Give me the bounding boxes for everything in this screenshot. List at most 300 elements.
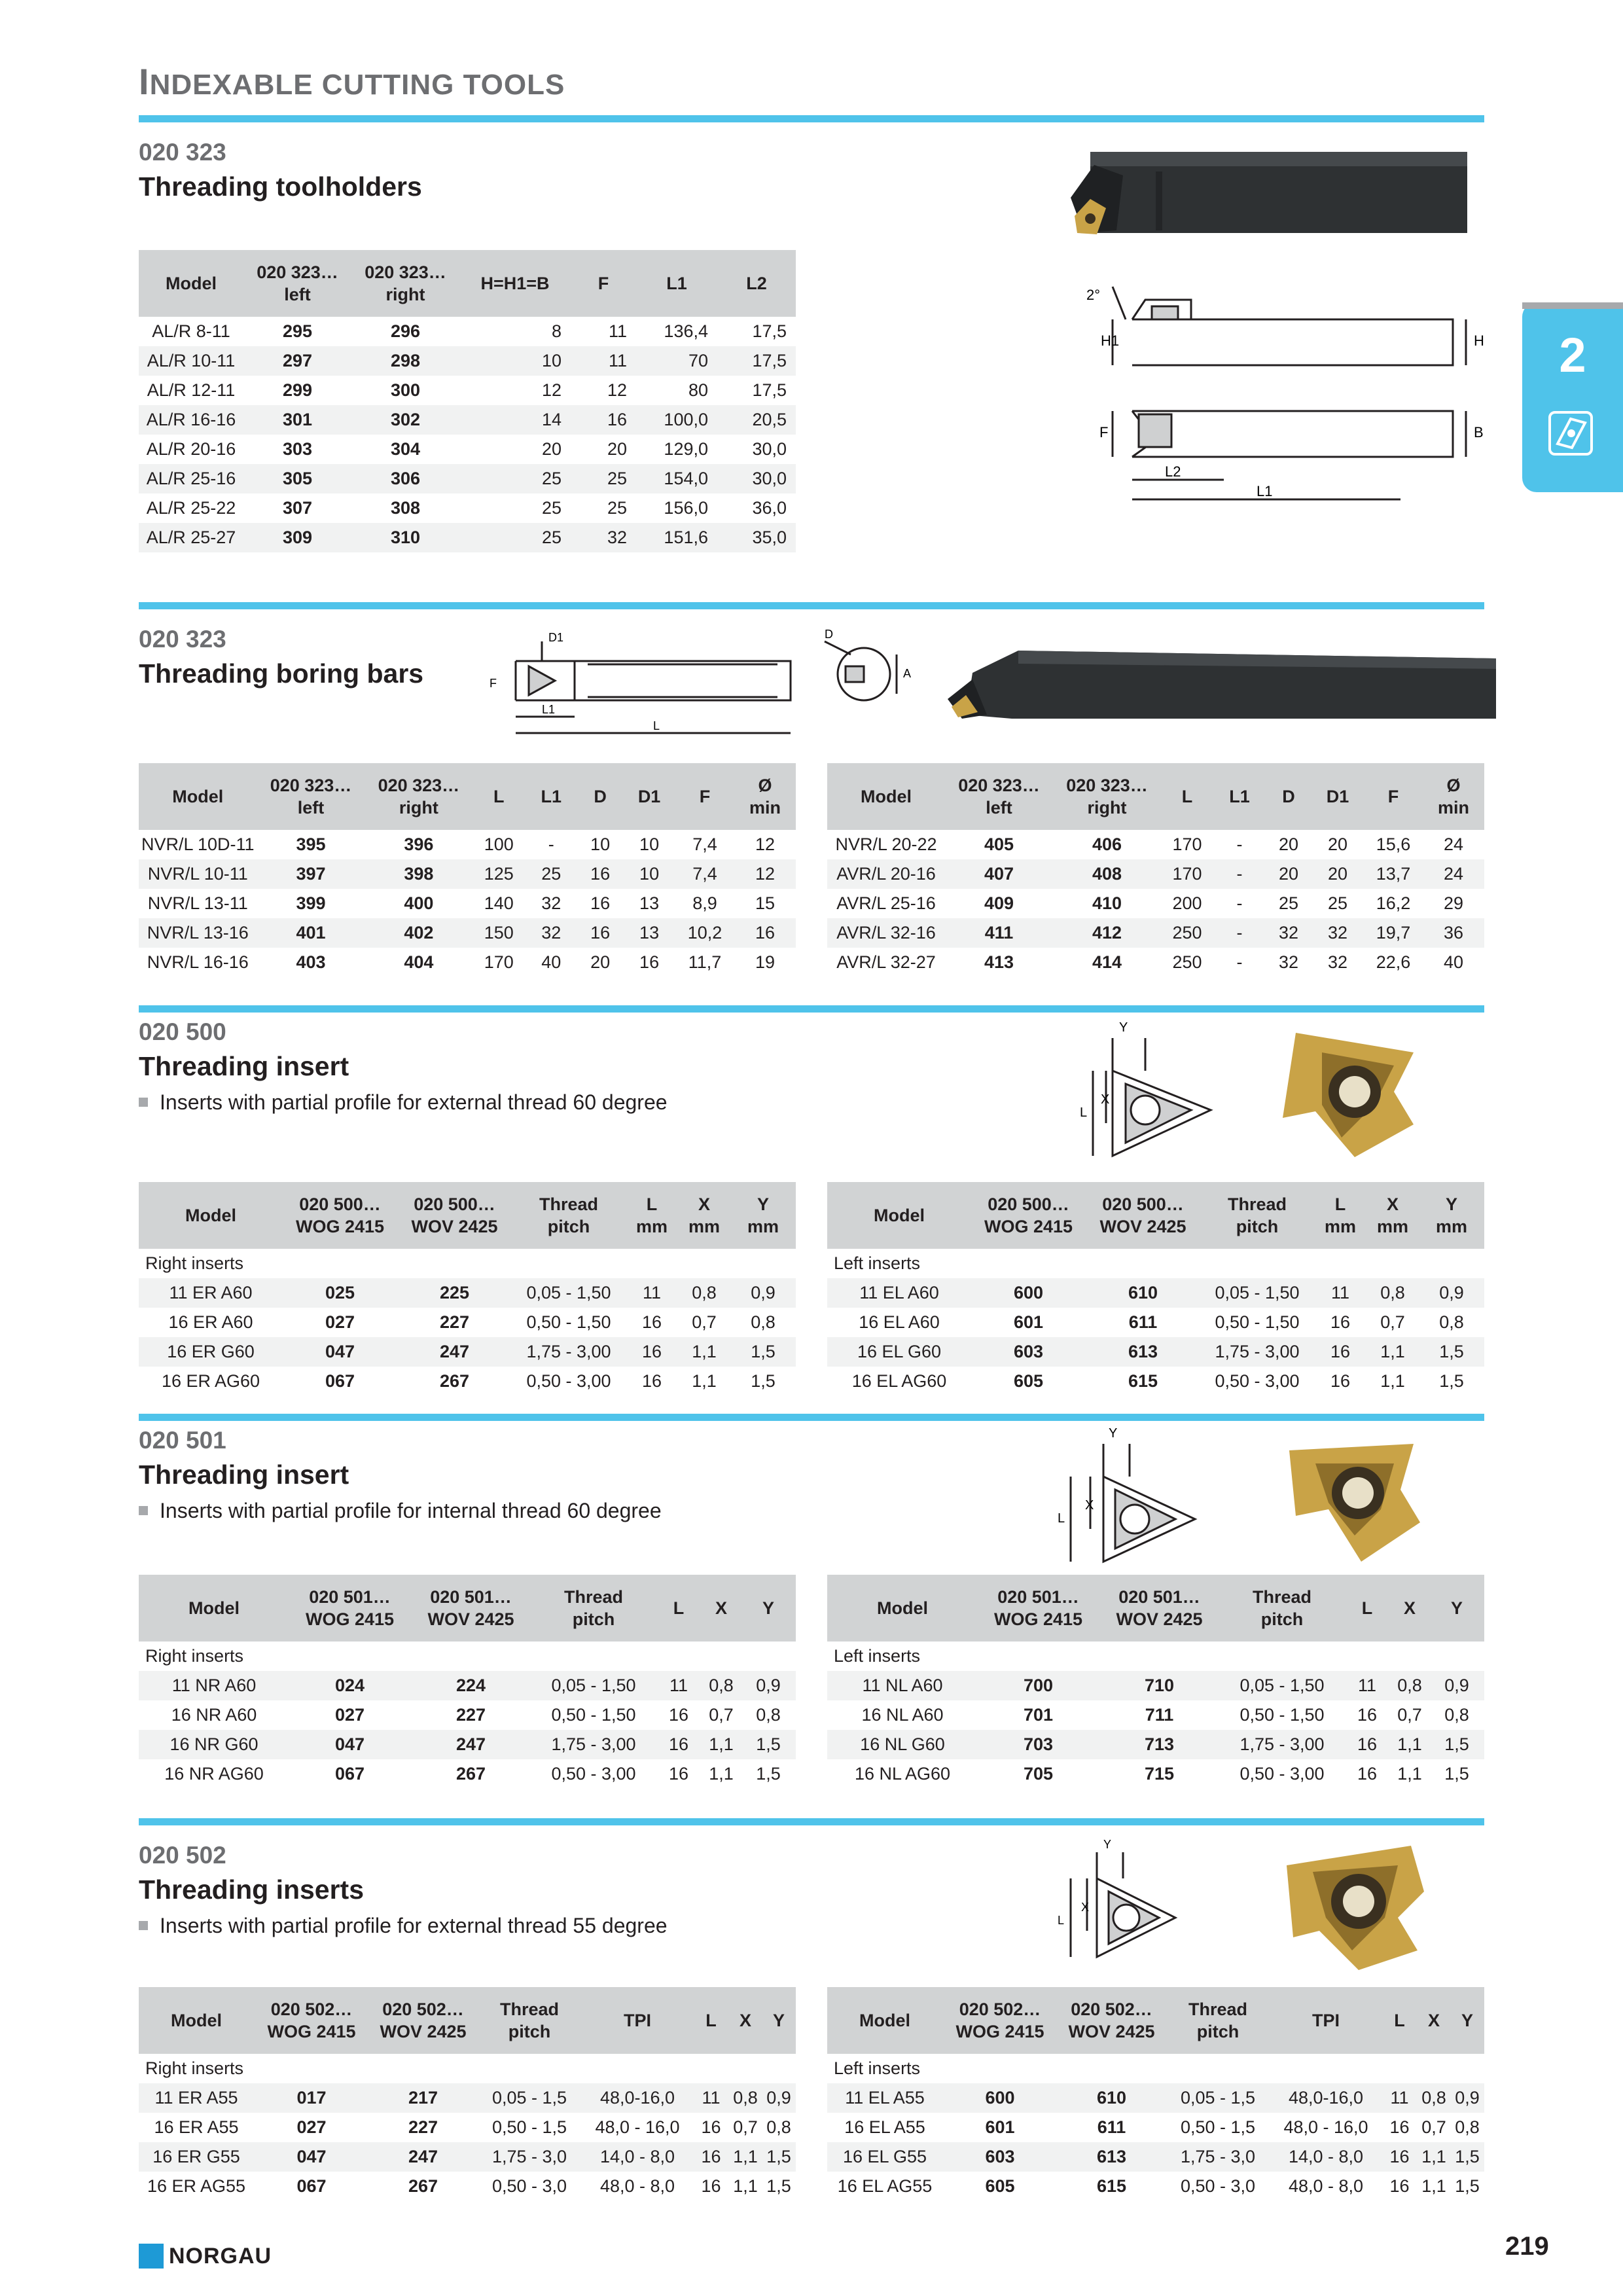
table-cell: 1,5 xyxy=(1450,2142,1484,2172)
table-cell: 1,75 - 3,00 xyxy=(1200,1337,1314,1367)
table-cell: 16 xyxy=(668,1764,689,1784)
table-cell: 227 xyxy=(408,2117,438,2137)
toolholder-drawing xyxy=(1060,280,1484,522)
table-cell: 0,50 - 1,5 xyxy=(491,2117,567,2137)
table-cell: 11 xyxy=(693,2083,729,2113)
table-row xyxy=(827,918,1484,948)
table-cell: 600 xyxy=(971,1278,1086,1308)
table-cell: 13 xyxy=(639,893,660,913)
col-wog: 020 502… WOG 2415 xyxy=(942,1987,1058,2054)
table-cell: 16 ER A55 xyxy=(154,2117,239,2137)
table-cell: 403 xyxy=(296,952,326,972)
table-cell: 067 xyxy=(325,1371,355,1391)
s1-table xyxy=(139,250,796,552)
table-row xyxy=(139,523,796,552)
page-title: INDEXABLE CUTTING TOOLS xyxy=(139,61,565,102)
table-cell: 0,8 xyxy=(766,2117,791,2137)
table-cell: 1,1 xyxy=(729,2142,762,2172)
table-cell: 0,05 - 1,50 xyxy=(531,1671,656,1700)
col-d1: D1 xyxy=(623,763,675,830)
table-cell: 0,9 xyxy=(1419,1278,1484,1308)
table-cell: 414 xyxy=(1092,952,1122,972)
dim-l: L xyxy=(1080,1105,1088,1120)
section-rule xyxy=(139,1818,1484,1825)
table-cell: 35,0 xyxy=(717,523,796,552)
table-cell: 10 xyxy=(639,834,660,854)
dim-h: H xyxy=(1474,332,1484,349)
col-model: Model xyxy=(139,763,257,830)
table-row xyxy=(139,1759,796,1789)
table-cell: 16 xyxy=(641,1312,662,1332)
table-cell: NVR/L 16-16 xyxy=(147,952,249,972)
table-cell: 32 xyxy=(525,918,577,948)
col-pitch: Thread pitch xyxy=(1200,1182,1314,1249)
table-cell: 250 xyxy=(1172,952,1202,972)
col-pitch: Thread pitch xyxy=(531,1575,656,1641)
table-cell: 11 EL A60 xyxy=(827,1278,971,1308)
table-cell: 11 ER A55 xyxy=(139,2083,254,2113)
table-cell: 11 xyxy=(571,346,636,376)
table-cell: 11 NR A60 xyxy=(139,1671,289,1700)
table-cell: 299 xyxy=(282,380,313,400)
table-row xyxy=(139,1700,796,1730)
table-cell: 25 xyxy=(459,464,571,493)
table-cell: 613 xyxy=(1058,2142,1166,2172)
chapter-number: 2 xyxy=(1559,328,1586,382)
table-cell: 025 xyxy=(283,1278,397,1308)
table-cell: 0,7 xyxy=(733,2117,758,2137)
table-cell: 410 xyxy=(1092,893,1122,913)
col-x: X xyxy=(729,1987,762,2054)
insert-drawing-int60 xyxy=(1031,1424,1208,1575)
table-cell: 16 xyxy=(1389,2117,1410,2137)
col-left: 020 323… left xyxy=(257,763,365,830)
table-cell: 156,0 xyxy=(664,498,708,518)
col-wog: 020 500… WOG 2415 xyxy=(971,1182,1086,1249)
table-cell: 1,1 xyxy=(733,2176,758,2196)
col-tpi: TPI xyxy=(582,1987,693,2054)
table-cell: 11 xyxy=(626,1278,678,1308)
col-wov: 020 501… WOV 2425 xyxy=(1099,1575,1220,1641)
table-cell: 0,50 - 1,50 xyxy=(526,1312,611,1332)
table-cell: 48,0 - 16,0 xyxy=(595,2117,680,2137)
table-cell: 0,8 xyxy=(1418,2083,1450,2113)
table-row xyxy=(139,2142,796,2172)
table-cell: 16 NR A60 xyxy=(171,1705,257,1725)
table-cell: 715 xyxy=(1144,1764,1175,1784)
section-rule xyxy=(139,602,1484,609)
table-cell: 297 xyxy=(243,346,351,376)
s2-table-b xyxy=(827,763,1484,977)
brand-name: NORGAU xyxy=(169,2244,272,2269)
table-cell: 401 xyxy=(257,918,365,948)
table-cell: 227 xyxy=(455,1705,486,1725)
s4-title: Threading insert xyxy=(139,1460,349,1490)
table-subheader xyxy=(139,2054,796,2083)
table-row xyxy=(139,1730,796,1759)
table-cell: 0,9 xyxy=(741,1671,796,1700)
col-model: Model xyxy=(827,1182,971,1249)
table-cell: AL/R 8-11 xyxy=(152,321,230,341)
table-cell: 16 xyxy=(668,1705,689,1725)
table-cell: 15,6 xyxy=(1376,834,1411,854)
table-cell: 15 xyxy=(755,893,776,913)
table-cell: 1,75 - 3,00 xyxy=(1220,1730,1344,1759)
subheader-label: Right inserts xyxy=(145,2058,244,2078)
table-cell: 610 xyxy=(1086,1278,1200,1308)
table-cell: AL/R 25-22 xyxy=(146,498,236,518)
col-model: Model xyxy=(139,1987,254,2054)
table-cell: 613 xyxy=(1086,1337,1200,1367)
table-row xyxy=(139,889,796,918)
table-cell: 711 xyxy=(1145,1705,1174,1725)
table-cell: AVR/L 20-16 xyxy=(827,859,945,889)
col-y: Y xyxy=(741,1575,796,1641)
table-cell: 611 xyxy=(1128,1312,1158,1332)
table-cell: 0,50 - 1,50 xyxy=(1240,1705,1325,1725)
table-cell: - xyxy=(1236,893,1243,913)
table-cell: 1,1 xyxy=(1366,1337,1419,1367)
col-l: L xyxy=(656,1575,702,1641)
table-cell: 703 xyxy=(978,1730,1099,1759)
table-cell: NVR/L 10D-11 xyxy=(141,834,255,854)
table-cell: 170 xyxy=(1172,834,1202,854)
table-cell: 12 xyxy=(607,380,627,400)
table-cell: AL/R 25-27 xyxy=(139,523,243,552)
insert-drawing-ext55 xyxy=(1031,1839,1208,1970)
table-cell: 0,7 xyxy=(709,1705,734,1725)
table-cell: NVR/L 13-11 xyxy=(147,893,248,913)
table-cell: 151,6 xyxy=(636,523,717,552)
table-cell: 11 xyxy=(656,1671,702,1700)
table-row xyxy=(827,2113,1484,2142)
s4-table-a xyxy=(139,1575,796,1789)
table-cell: 16 xyxy=(577,859,623,889)
table-row xyxy=(139,948,796,977)
s2-title: Threading boring bars xyxy=(139,658,424,689)
table-cell: 12 xyxy=(734,859,796,889)
table-cell: 11 xyxy=(1382,2083,1418,2113)
col-y: Y mm xyxy=(730,1182,796,1249)
table-row xyxy=(827,2083,1484,2113)
table-cell: 16 xyxy=(641,1371,662,1391)
table-cell: 70 xyxy=(636,346,717,376)
dim-y: Y xyxy=(1103,1838,1112,1851)
table-row xyxy=(139,493,796,523)
table-cell: 310 xyxy=(351,523,459,552)
dim-l1: L1 xyxy=(1257,483,1273,499)
table-cell: 16 xyxy=(701,2176,721,2196)
table-cell: 16 xyxy=(1382,2142,1418,2172)
table-cell: NVR/L 10-11 xyxy=(139,859,257,889)
table-cell: 396 xyxy=(404,834,434,854)
col-left: 020 323… left xyxy=(945,763,1053,830)
table-cell: 16 NL G60 xyxy=(827,1730,978,1759)
table-cell: 1,1 xyxy=(709,1764,734,1784)
table-cell: 0,05 - 1,5 xyxy=(1166,2083,1270,2113)
table-cell: 25 xyxy=(459,523,571,552)
table-cell: 1,1 xyxy=(702,1730,741,1759)
table-cell: 16 NL A60 xyxy=(861,1705,944,1725)
table-cell: 80 xyxy=(688,380,708,400)
table-cell: 16 NR AG60 xyxy=(164,1764,264,1784)
table-cell: 1,5 xyxy=(1455,2176,1480,2196)
table-cell: 100 xyxy=(484,834,514,854)
table-cell: 308 xyxy=(390,498,421,518)
table-cell: 16 xyxy=(1344,1730,1390,1759)
table-cell: 295 xyxy=(282,321,313,341)
table-cell: 20 xyxy=(1311,859,1364,889)
dim-d1: D1 xyxy=(548,631,564,644)
table-cell: 0,8 xyxy=(1390,1671,1429,1700)
table-cell: 302 xyxy=(351,405,459,435)
table-cell: 303 xyxy=(282,439,313,459)
table-subheader xyxy=(827,1641,1484,1671)
table-cell: 125 xyxy=(473,859,525,889)
table-cell: 301 xyxy=(243,405,351,435)
table-cell: 0,50 - 3,0 xyxy=(491,2176,567,2196)
table-cell: 1,1 xyxy=(1380,1371,1405,1391)
table-cell: 48,0 - 16,0 xyxy=(1283,2117,1368,2137)
table-cell: 16 xyxy=(1330,1371,1351,1391)
col-left: 020 323… left xyxy=(243,250,351,317)
table-subheader xyxy=(827,1249,1484,1278)
table-cell: 129,0 xyxy=(664,439,708,459)
table-row xyxy=(139,405,796,435)
dim-x: X xyxy=(1101,1092,1110,1107)
table-cell: 16 xyxy=(1330,1312,1351,1332)
table-cell: 20 xyxy=(590,952,611,972)
s2-code: 020 323 xyxy=(139,626,226,653)
col-x: X mm xyxy=(1366,1182,1419,1249)
table-cell: 16 ER G60 xyxy=(139,1337,283,1367)
toolholder-photo xyxy=(1071,152,1467,237)
table-cell: 615 xyxy=(1128,1371,1158,1391)
table-cell: NVR/L 20-22 xyxy=(835,834,937,854)
table-cell: 1,5 xyxy=(741,1730,796,1759)
table-cell: 48,0-16,0 xyxy=(1270,2083,1382,2113)
col-l: L xyxy=(473,763,525,830)
col-y: Y mm xyxy=(1419,1182,1484,1249)
subheader-label: Right inserts xyxy=(145,1253,244,1273)
table-cell: 16,2 xyxy=(1376,893,1411,913)
table-cell: 267 xyxy=(455,1764,486,1784)
table-cell: 0,50 - 1,50 xyxy=(551,1705,636,1725)
col-l1: L1 xyxy=(1213,763,1266,830)
table-cell: 16 xyxy=(590,893,611,913)
table-cell: 398 xyxy=(365,859,473,889)
table-cell: - xyxy=(1213,859,1266,889)
table-cell: 399 xyxy=(296,893,326,913)
dim-angle: 2° xyxy=(1086,287,1101,303)
table-cell: 10 xyxy=(623,859,675,889)
subheader-label: Left inserts xyxy=(834,1253,921,1273)
table-cell: 20 xyxy=(1266,859,1311,889)
table-cell: AL/R 16-16 xyxy=(139,405,243,435)
table-cell: 225 xyxy=(397,1278,512,1308)
table-cell: 1,1 xyxy=(678,1337,730,1367)
table-cell: - xyxy=(548,834,554,854)
col-wov: 020 500… WOV 2425 xyxy=(397,1182,512,1249)
table-cell: 298 xyxy=(351,346,459,376)
table-cell: 1,5 xyxy=(756,1764,781,1784)
table-cell: 16 EL G60 xyxy=(827,1337,971,1367)
table-row xyxy=(827,2142,1484,2172)
col-x: X xyxy=(1390,1575,1429,1641)
table-row xyxy=(827,859,1484,889)
subheader-label: Left inserts xyxy=(834,1646,921,1666)
col-wog: 020 501… WOG 2415 xyxy=(978,1575,1099,1641)
table-cell: 0,8 xyxy=(756,1705,781,1725)
table-cell: 7,4 xyxy=(692,834,717,854)
table-cell: 32 xyxy=(1266,918,1311,948)
insert-photo-ext60 xyxy=(1283,1026,1427,1157)
table-cell: 0,50 - 1,50 xyxy=(1215,1312,1300,1332)
col-y: Y xyxy=(1429,1575,1484,1641)
table-subheader xyxy=(827,2054,1484,2083)
table-cell: 100,0 xyxy=(636,405,717,435)
table-row xyxy=(827,1671,1484,1700)
table-cell: 1,5 xyxy=(1429,1730,1484,1759)
table-cell: 0,05 - 1,50 xyxy=(1220,1671,1344,1700)
dim-f: F xyxy=(1099,424,1109,440)
table-cell: 0,9 xyxy=(730,1278,796,1308)
s5-title: Threading inserts xyxy=(139,1874,365,1905)
table-cell: 20 xyxy=(1278,834,1299,854)
col-d: D xyxy=(577,763,623,830)
dim-l1: L1 xyxy=(542,703,556,716)
col-model: Model xyxy=(827,1575,978,1641)
table-cell: - xyxy=(1236,952,1243,972)
table-row xyxy=(139,346,796,376)
dim-y: Y xyxy=(1119,1020,1128,1035)
table-cell: 36 xyxy=(1423,918,1484,948)
table-row xyxy=(827,948,1484,977)
table-row xyxy=(139,859,796,889)
table-cell: 247 xyxy=(410,1730,531,1759)
table-cell: 601 xyxy=(985,2117,1015,2137)
table-cell: AVR/L 25-16 xyxy=(836,893,936,913)
table-cell: 170 xyxy=(1161,859,1213,889)
table-cell: 16 xyxy=(693,2142,729,2172)
table-row xyxy=(139,1337,796,1367)
table-cell: 1,1 xyxy=(1418,2142,1450,2172)
table-row xyxy=(827,830,1484,859)
table-cell: 605 xyxy=(985,2176,1015,2196)
insert-drawing-ext60 xyxy=(1054,1018,1224,1169)
table-cell: 25 xyxy=(1327,893,1348,913)
table-cell: AL/R 25-16 xyxy=(139,464,243,493)
table-cell: 16 xyxy=(701,2117,721,2137)
table-cell: 16 EL AG60 xyxy=(851,1371,947,1391)
col-tpi: TPI xyxy=(1270,1987,1382,2054)
table-cell: 705 xyxy=(1023,1764,1054,1784)
table-cell: 16 NR G60 xyxy=(139,1730,289,1759)
table-cell: 0,50 - 3,0 xyxy=(1180,2176,1256,2196)
table-row xyxy=(139,1308,796,1337)
table-cell: 1,5 xyxy=(751,1371,776,1391)
table-subheader xyxy=(139,1249,796,1278)
table-cell: 017 xyxy=(254,2083,369,2113)
table-cell: 1,1 xyxy=(1421,2176,1446,2196)
table-cell: 8 xyxy=(551,321,562,341)
boring-bar-drawing xyxy=(490,628,810,746)
table-cell: 0,50 - 1,5 xyxy=(1180,2117,1256,2137)
table-cell: AL/R 20-16 xyxy=(146,439,236,459)
table-cell: 16 EL G55 xyxy=(827,2142,942,2172)
s3-code: 020 500 xyxy=(139,1018,226,1045)
table-cell: 16 xyxy=(639,952,660,972)
table-cell: 1,75 - 3,0 xyxy=(477,2142,582,2172)
table-cell: NVR/L 13-16 xyxy=(139,918,257,948)
col-pitch: Thread pitch xyxy=(512,1182,626,1249)
table-row xyxy=(139,317,796,346)
col-f: F xyxy=(675,763,734,830)
table-cell: 0,50 - 3,00 xyxy=(1240,1764,1325,1784)
table-cell: 027 xyxy=(334,1705,365,1725)
table-cell: 13,7 xyxy=(1364,859,1423,889)
dim-b: B xyxy=(1474,424,1484,440)
col-d1: D1 xyxy=(1311,763,1364,830)
table-cell: 0,8 xyxy=(1455,2117,1480,2137)
table-cell: 16 EL AG55 xyxy=(837,2176,933,2196)
table-cell: 17,5 xyxy=(752,380,787,400)
table-cell: 20 xyxy=(541,439,562,459)
table-row xyxy=(827,1308,1484,1337)
col-y: Y xyxy=(1450,1987,1484,2054)
col-d: D xyxy=(1266,763,1311,830)
table-cell: 136,4 xyxy=(664,321,708,341)
table-cell: 40 xyxy=(541,952,562,972)
dim-x: X xyxy=(1085,1498,1094,1513)
table-cell: 16 xyxy=(577,918,623,948)
table-cell: 247 xyxy=(369,2142,477,2172)
col-l: L xyxy=(693,1987,729,2054)
section-rule xyxy=(139,115,1484,122)
table-cell: 027 xyxy=(325,1312,355,1332)
table-cell: 0,05 - 1,50 xyxy=(512,1278,626,1308)
table-cell: 16 xyxy=(1357,1705,1378,1725)
table-cell: 16 xyxy=(626,1337,678,1367)
s5-bullet: Inserts with partial profile for external thread 55 degree xyxy=(139,1914,668,1938)
table-cell: 25 xyxy=(1278,893,1299,913)
s4-code: 020 501 xyxy=(139,1427,226,1454)
table-cell: 16 xyxy=(656,1730,702,1759)
table-cell: 17,5 xyxy=(752,321,787,341)
table-cell: 395 xyxy=(296,834,326,854)
table-cell: 411 xyxy=(945,918,1053,948)
table-cell: 17,5 xyxy=(717,346,796,376)
col-y: Y xyxy=(762,1987,796,2054)
table-cell: 0,50 - 3,00 xyxy=(551,1764,636,1784)
s5-code: 020 502 xyxy=(139,1842,226,1869)
col-x: X mm xyxy=(678,1182,730,1249)
table-cell: 309 xyxy=(243,523,351,552)
table-cell: 40 xyxy=(1443,952,1464,972)
table-cell: 25 xyxy=(525,859,577,889)
table-cell: 409 xyxy=(984,893,1014,913)
table-cell: 0,05 - 1,5 xyxy=(477,2083,582,2113)
table-cell: 610 xyxy=(1058,2083,1166,2113)
table-cell: 1,5 xyxy=(766,2176,791,2196)
col-h: H=H1=B xyxy=(459,250,571,317)
section-rule xyxy=(139,1414,1484,1421)
col-pitch: Thread pitch xyxy=(1166,1987,1270,2054)
table-cell: 1,1 xyxy=(1397,1764,1422,1784)
section-rule xyxy=(139,1005,1484,1013)
table-cell: 067 xyxy=(334,1764,365,1784)
s5-table-a xyxy=(139,1987,796,2201)
